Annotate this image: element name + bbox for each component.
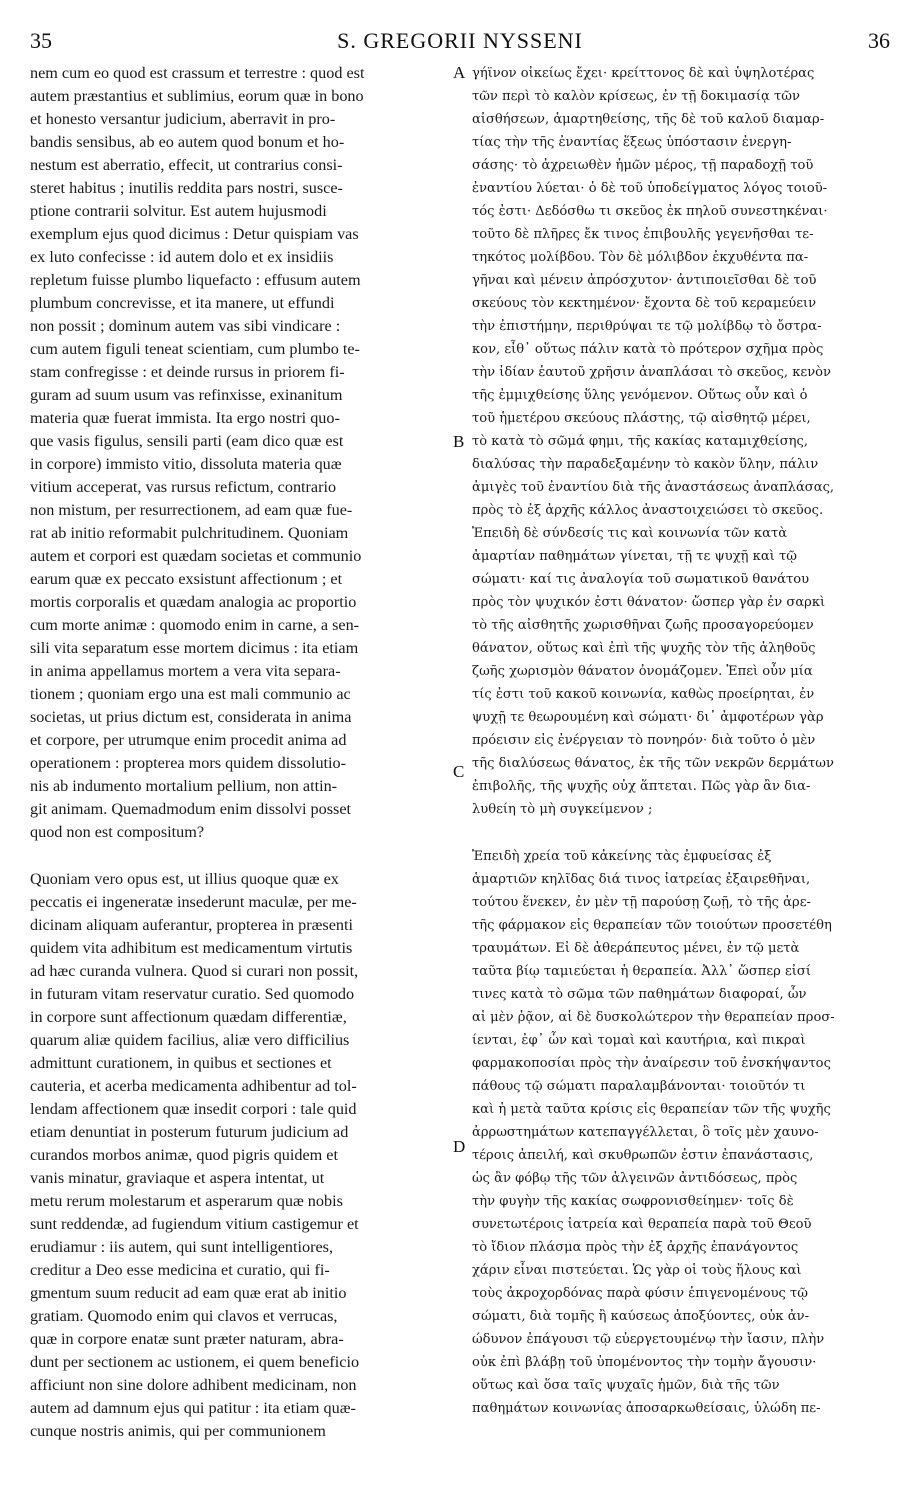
text-line: lendam affectionem quæ insedit corpori : tale quid <box>30 1100 357 1118</box>
text-line: ἀμιγὲς τοῦ ἐναντίου διὰ τῆς ἀναστάσεως ἀναπλάσας, <box>472 480 835 495</box>
text-line: cunque nostris animis, qui per communionem <box>30 1422 326 1440</box>
text-line: earum quæ ex peccato exsistunt affectionum ; et <box>30 570 343 588</box>
text-line: autem ad damnum ejus qui patitur : ita etiam quæ- <box>30 1399 356 1417</box>
section-marker-b: B <box>453 432 465 451</box>
text-line: τὴν ἰδίαν ἑαυτοῦ χρῆσιν ἀναπλάσαι τὸ σκεῦος, κενὸν <box>472 365 832 380</box>
text-line: αἰσθήσεων, ἁμαρτηθείσης, τῆς δὲ τοῦ καλοῦ διαμαρ- <box>472 112 825 127</box>
text-line: vanis minatur, graviaque et aspera intentat, ut <box>30 1169 325 1187</box>
text-line: τοὺς ἀκροχορδόνας παρὰ φύσιν ἐπιγενομένους τῷ <box>472 1286 808 1301</box>
section-marker-c: C <box>453 762 465 781</box>
text-line: societas, ut prius dictum est, considerata in anima <box>30 708 352 726</box>
text-line: tionem ; quoniam ergo una est mali communio ac <box>30 685 351 703</box>
text-line: ἀρρωστημάτων κατεπαγγέλλεται, ὃ τοῖς μὲν χαυνο- <box>472 1125 819 1140</box>
text-line: steret habitus ; inutilis reddita pars nostri, susce- <box>30 179 343 197</box>
text-line: τούτου ἕνεκεν, ἐν μὲν τῇ παρούσῃ ζωῇ, τὸ τῆς ἀρε- <box>472 895 811 910</box>
section-marker-a: A <box>453 63 466 82</box>
text-line: metu rerum molestarum et asperarum quæ nobis <box>30 1192 343 1210</box>
text-line: ίενται, ἐφ᾽ ὧν καὶ τομαὶ καὶ καυτήρια, καὶ πικραὶ <box>472 1033 806 1048</box>
text-line: non possit ; dominum autem vas sibi vindicare : <box>30 317 341 335</box>
text-line: ζωῆς χωρισμὸν θάνατον ὀνομάζομεν. Ἐπεὶ οὖν μία <box>472 664 813 679</box>
text-line: et corpore, per utrumque enim procedit anima ad <box>30 731 347 749</box>
text-line: τὴν φυγὴν τῆς κακίας σωφρονισθείημεν· τοῖς δὲ <box>472 1194 794 1209</box>
text-line: plumbum concrevisse, et ita manere, ut effundi <box>30 294 335 312</box>
text-line: vitium acceperat, vas rursus refictum, contrario <box>30 478 337 496</box>
text-line: τοῦτο δὲ πλῆρες ἔκ τινος ἐπιβουλῆς γεγενῆσθαι τε- <box>472 227 814 242</box>
text-line: φαρμακοποσίαι πρὸς τὴν ἀναίρεσιν τοῦ ἐνσκήψαντος <box>472 1056 831 1071</box>
text-line: τοῦ ἡμετέρου σκεύους πλάστης, τῷ αἰσθητῷ μέρει, <box>472 411 811 426</box>
text-line: τίς ἐστι τοῦ κακοῦ κοινωνία, καθὼς προείρηται, ἐν <box>472 687 815 702</box>
text-line: τῆς φάρμακον εἰς θεραπείαν τῶν τοιούτων προσετέθη <box>472 918 832 933</box>
text-line: creditur a Deo esse medicina et curatio, qui fi- <box>30 1261 330 1279</box>
page-header <box>30 28 890 58</box>
text-line: σώματι, διὰ τομῆς ἢ καύσεως ἀποξύοντες, οὐκ ἀν- <box>472 1309 809 1324</box>
text-line: διαλύσας τὴν παραδεξαμένην τὸ κακὸν ὕλην, πάλιν <box>472 457 819 472</box>
text-line: afficiunt non sine dolore adhibent medicinam, non <box>30 1376 357 1394</box>
text-line: σκεύους τὸν κεκτημένον· ἔχοντα δὲ τοῦ κεραμεύειν <box>472 296 817 311</box>
text-line: κον, εἶθ᾽ οὕτως πάλιν κατὰ τὸ πρότερον σχῆμα πρὸς <box>472 342 824 357</box>
text-line: θάνατον, οὕτως καὶ ἐπὶ τῆς ψυχῆς τὸν τῆς ἀληθοῦς <box>472 641 816 656</box>
text-line: rat ab initio reformabit pulchritudinem. Quoniam <box>30 524 349 542</box>
text-line: ἐπιβολῆς, τῆς ψυχῆς οὐχ ἅπτεται. Πῶς γὰρ ἂν δια- <box>472 779 811 794</box>
latin-paragraph-1 <box>30 62 445 844</box>
text-line: non mistum, per resurrectionem, ad eam quæ fue- <box>30 501 353 519</box>
text-line: curandos morbos animæ, quod pigris quidem et <box>30 1146 338 1164</box>
text-line: sili vita separatum esse mortem dicimus : ita etiam <box>30 639 359 657</box>
text-line: τέροις ἀπειλή, καὶ σκυθρωπῶν ἐστιν ἐπανάστασις, <box>472 1148 814 1163</box>
text-line: in corpore sunt affectionum quædam differentiæ, <box>30 1008 347 1026</box>
text-line: γῆναι καὶ μένειν ἀπρόσχυτον· ἀντιποιεῖσθαι δὲ τοῦ <box>472 273 817 288</box>
text-line: ὡς ἂν φόβῳ τῆς τῶν ἀλγεινῶν ἀντιδόσεως, πρὸς <box>472 1171 798 1186</box>
text-line: autem et corpori est quædam societas et communio <box>30 547 362 565</box>
text-line: et honesto versantur judicium, aberravit in pro- <box>30 110 336 128</box>
text-line: cum autem figuli teneat scientiam, cum plumbo te- <box>30 340 360 358</box>
text-line: gratiam. Quomodo enim qui clavos et verrucas, <box>30 1307 338 1325</box>
text-line: ἁμαρτιῶν κηλῖδας διά τινος ἰατρείας ἐξαιρεθῆναι, <box>472 872 811 887</box>
text-line: admittunt curationem, in quibus et sectiones et <box>30 1054 332 1072</box>
text-line: sunt reddendæ, ad fugiendum vitium castigemur et <box>30 1215 359 1233</box>
text-line: quod non est compositum? <box>30 823 204 841</box>
text-line: ψυχῇ τε θεωρουμένη καὶ σώματι· δι᾽ ἀμφοτέρων γὰρ <box>472 710 824 725</box>
text-line: πρὸς τὸν ψυχικόν ἐστι θάνατον· ὥσπερ γὰρ ἐν σαρκὶ <box>472 595 826 610</box>
text-line: τὸ κατὰ τὸ σῶμά φημι, τῆς κακίας καταμιχθείσης, <box>472 434 808 449</box>
text-line: ταῦτα βίῳ ταμιεύεται ἡ θεραπεία. Ἀλλ᾽ ὥσπερ εἰσί <box>472 964 811 979</box>
text-line: τινες κατὰ τὸ σῶμα τῶν παθημάτων διαφοραί, ὧν <box>472 987 807 1002</box>
text-line: τίας τὴν τῆς ἐναντίας ἕξεως ὑπόστασιν ἐνεργη- <box>472 135 792 150</box>
text-line: τραυμάτων. Εἰ δὲ ἀθεράπευτος μένει, ἐν τῷ μετὰ <box>472 941 800 956</box>
text-line: dunt per sectionem ac ustionem, ei quem beneficio <box>30 1353 360 1371</box>
text-line: παθημάτων κοινωνίας ἀποσαρκωθείσαις, ὑλώδη πε- <box>472 1401 821 1416</box>
running-title: S. GREGORII NYSSENI <box>337 28 583 53</box>
text-line: quidem vita adhibitum est medicamentum virtutis <box>30 939 353 957</box>
text-line: αἱ μὲν ῥᾷον, αἱ δὲ δυσκολώτερον τὴν θεραπείαν προσ- <box>472 1010 835 1025</box>
text-line: que vasis figulus, sensili parti (eam dico quæ est <box>30 432 344 450</box>
text-line: τῆς ἐμμιχθείσης ὕλης γενόμενον. Οὕτως οὖν καὶ ὁ <box>472 388 808 403</box>
text-line: ptione contrarii solvitur. Est autem hujusmodi <box>30 202 327 220</box>
page-number-left: 35 <box>30 28 52 53</box>
text-line: οὐκ ἐπὶ βλάβῃ τοῦ ὑπομένοντος τὴν τομὴν ἄγουσιν· <box>472 1355 817 1370</box>
text-line: ex luto confecisse : id autem dolo et ex insidiis <box>30 248 334 266</box>
text-line: nestum est aberratio, effecit, ut contrarius consi- <box>30 156 343 174</box>
text-line: οὕτως καὶ ὅσα ταῖς ψυχαῖς ἡμῶν, διὰ τῆς τῶν <box>472 1378 780 1393</box>
text-line: ώδυνον ἐπάγουσι τῷ εὐεργετουμένῳ τὴν ἴασιν, πλὴν <box>472 1332 825 1347</box>
text-line: συνετωτέροις ἰατρεία καὶ θεραπεία παρὰ τοῦ Θεοῦ <box>472 1217 812 1232</box>
text-line: nis ab indumento mortalium pellium, non attin- <box>30 777 338 795</box>
text-line: guram ad suum usum vas refinxisse, exinanitum <box>30 386 343 404</box>
text-line: τός ἐστι· Δεδόσθω τι σκεῦος ἐκ πηλοῦ συνεστηκέναι· <box>472 204 828 219</box>
text-line: Quoniam vero opus est, ut illius quoque quæ ex <box>30 870 339 888</box>
text-line: ἐναντίου λύεται· ὁ δὲ τοῦ ὑποδείγματος λόγος τοιοῦ- <box>472 181 828 196</box>
text-line: πάθους τῷ σώματι παραλαμβάνονται· τοιοῦτόν τι <box>472 1079 806 1094</box>
text-line: ἁμαρτίαν παθημάτων γίνεται, τῇ τε ψυχῇ καὶ τῷ <box>472 549 797 564</box>
text-line: quarum aliæ quidem facilius, aliæ vero difficilius <box>30 1031 350 1049</box>
text-line: operationem : propterea mors quidem dissolutio- <box>30 754 347 772</box>
text-line: stam confregisse : et deinde rursus in priorem fi- <box>30 363 345 381</box>
text-line: autem præstantius et sublimius, eorum quæ in bono <box>30 87 364 105</box>
text-line: τὸ ἴδιον πλάσμα πρὸς τὴν ἐξ ἀρχῆς ἐπανάγοντος <box>472 1240 799 1255</box>
page-number-right: 36 <box>868 28 890 53</box>
latin-paragraph-2 <box>30 868 445 1443</box>
text-line: τῶν περὶ τὸ καλὸν κρίσεως, ἐν τῇ δοκιμασίᾳ τῶν <box>472 89 800 104</box>
text-line: λυθείη τὸ μὴ συγκείμενον ; <box>472 802 653 817</box>
greek-column <box>472 62 892 1420</box>
text-line: exemplum ejus quod dicimus : Detur quispiam vas <box>30 225 359 243</box>
text-line: τηκότος μολίβδου. Τὸν δὲ μόλιβδον ἐκχυθέντα πα- <box>472 250 809 265</box>
text-line: materia quæ fuerat immista. Ita ergo nostri quo- <box>30 409 340 427</box>
text-line: χάριν εἶναι πιστεύεται. Ὡς γὰρ οἱ τοὺς ἥλους καὶ <box>472 1263 802 1278</box>
text-line: nem cum eo quod est crassum et terrestre : quod est <box>30 64 365 82</box>
text-line: gmentum suum reducit ad eam quæ erat ab initio <box>30 1284 347 1302</box>
text-line: bandis sensibus, ab eo autem quod bonum et ho- <box>30 133 345 151</box>
text-line: in corpore) immisto vitio, dissoluta materia quæ <box>30 455 342 473</box>
text-line: πρόεισιν εἰς ἐνέργειαν τὸ πονηρόν· διὰ τοῦτο ὁ μὲν <box>472 733 816 748</box>
latin-column <box>30 62 445 1443</box>
greek-paragraph-1 <box>472 62 892 821</box>
text-line: Ἐπειδὴ δὲ σύνδεσίς τις καὶ κοινωνία τῶν κατὰ <box>472 526 788 541</box>
text-line: cum morte animæ : quomodo enim in carne, a sen- <box>30 616 360 634</box>
text-line: repletum fuisse plumbo liquefacto : effusum autem <box>30 271 361 289</box>
text-line: τῆς διαλύσεως θάνατος, ἐκ τῆς τῶν νεκρῶν δερμάτων <box>472 756 834 771</box>
text-line: quæ in corpore enatæ sunt præter naturam, abra- <box>30 1330 344 1348</box>
greek-paragraph-2 <box>472 845 892 1420</box>
text-line: σάσης· τὸ ἀχρειωθὲν ἡμῶν μέρος, τῇ παραδοχῇ τοῦ <box>472 158 814 173</box>
text-line: etiam denuntiat in posterum futurum judicium ad <box>30 1123 349 1141</box>
text-line: γήϊνον οἰκείως ἔχει· κρείττονος δὲ καὶ ὑψηλοτέρας <box>472 66 815 81</box>
text-line: in futuram vitam reservatur curatio. Sed quomodo <box>30 985 355 1003</box>
text-line: σώματι· καί τις ἀναλογία τοῦ σωματικοῦ θανάτου <box>472 572 810 587</box>
text-line: in anima appellamus mortem a vera vita separa- <box>30 662 341 680</box>
text-line: πρὸς τὸ ἐξ ἀρχῆς κάλλος ἀναστοιχειώσει τὸ σκεῦος. <box>472 503 824 518</box>
text-line: mortis corporalis et quædam analogia ac proportio <box>30 593 357 611</box>
text-line: peccatis ei ingeneratæ insederunt maculæ, per me- <box>30 893 357 911</box>
text-line: τὸ τῆς αἰσθητῆς χωρισθῆναι ζωῆς προσαγορεύομεν <box>472 618 814 633</box>
text-line: καὶ ἡ μετὰ ταῦτα κρίσις εἰς θεραπείαν τῶν τῆς ψυχῆς <box>472 1102 831 1117</box>
text-line: git animam. Quemadmodum enim dissolvi posset <box>30 800 352 818</box>
text-line: dicinam aliquam auferantur, propterea in præsenti <box>30 916 353 934</box>
text-line: erudiamur : iis autem, qui sunt intelligentiores, <box>30 1238 334 1256</box>
section-marker-d: D <box>453 1137 466 1156</box>
text-line: Ἐπειδὴ χρεία τοῦ κἀκείνης τὰς ἐμφυείσας ἐξ <box>472 849 772 864</box>
text-line: ad hæc curanda vulnera. Quod si curari non possit, <box>30 962 359 980</box>
text-line: τὴν ἐπιστήμην, περιθρύψαι τε τῷ μολίβδῳ τὸ ὄστρα- <box>472 319 822 334</box>
text-line: cauteria, et acerba medicamenta adhibentur ad tol- <box>30 1077 357 1095</box>
